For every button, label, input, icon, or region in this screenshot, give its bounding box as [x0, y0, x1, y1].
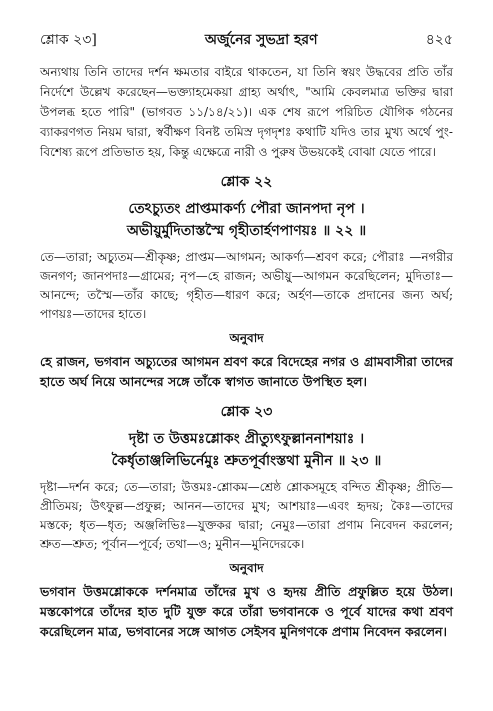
verse-23-line-1: দৃষ্টা ত উত্তমঃশ্লোকং প্রীত্যুৎফুল্লাননাশয়াঃ ।: [128, 431, 365, 447]
verse-23-translation: ভগবান উত্তমশ্লোককে দর্শনমাত্র তাঁদের মুখ ও হৃদয় প্রীতি প্রফুল্লিত হয়ে উঠল। মস্তকোপরে তাঁদের হাত দুটি যুক্ত করে তাঁরা ভগবানকে ও পূর্বে যাদের কথা শ্রবণ করেছিলেন মাত্র, ভগবানের সঙ্গে আগত সেইসব মুনিগণকে প্রণাম নিবেদন করলেন।: [40, 584, 453, 639]
header-page-number: ৪২৫: [425, 32, 453, 48]
verse-23-synonyms: দৃষ্টা—দর্শন করে; তে—তারা; উত্তমঃ-শ্লোকম—শ্রেষ্ঠ শ্লোকসমূহে বন্দিত শ্রীকৃষ্ণ; প্রীতি—প্রীতিময়; উৎফুল্ল—প্রফুল্ল; আনন—তাদের মুখ; আশয়াঃ—এবং হৃদয়; কৈঃ—তাদের মস্তকে; ধৃত—ধৃত; অঞ্জলিভিঃ—যুক্তকর দ্বারা; নেমুঃ—তারা প্রণাম নিবেদন করলেন; শ্রুত—শ্রুত; পূর্বান—পূর্বে; তথা—ও; মুনীন—মুনিদেরকে।: [40, 480, 453, 551]
verse-23-translation-label: অনুবাদ: [229, 561, 264, 575]
header-chapter-title: অর্জুনের সুভদ্রা হরণ: [204, 32, 318, 48]
verse-22-line-2: অভীয়ুর্মুদিতাস্তস্মৈ গৃহীতার্হণপাণয়ঃ ॥ ২২ ॥: [126, 223, 367, 239]
verse-22-translation-label: অনুবাদ: [229, 331, 264, 345]
running-header: [40, 28, 453, 52]
verse-22-line-1: তেঽচ্যুতং প্রাপ্তমাকর্ণ্য পৌরা জানপদা নৃপ ।: [128, 201, 365, 217]
purport-paragraph: অন্যথায় তিনি তাদের দর্শন ক্ষমতার বাইরে থাকতেন, যা তিনি স্বয়ং উদ্ধবের প্রতি তাঁর নির্দেশে উল্লেখ করেছেন—ভক্ত্যাহমেকয়া গ্রাহ্য অর্থাৎ, "আমি কেবলমাত্র ভক্তির দ্বারা উপলব্ধ হতে পারি" (ভাগবত ১১/১৪/২১)। এক শেষ রূপে পরিচিত যৌগিক গঠনের ব্যাকরণগত নিয়ম দ্বারা, স্বর্বীক্ষণ বিনষ্ট তমিস্র দৃগদৃশঃ কথাটি যদিও তার মুখ্য অর্থে পুং-বিশেষ্য রূপে প্রতিভাত হয়, কিন্তু এক্ষেত্রে নারী ও পুরুষ উভয়কেই বোঝা যেতে পারে।: [40, 65, 453, 159]
verse-22-section: [40, 170, 453, 392]
header-verse-ref: শ্লোক ২৩]: [40, 32, 97, 48]
verse-22-translation: হে রাজন, ভগবান অচ্যুতের আগমন শ্রবণ করে বিদেহের নগর ও গ্রামবাসীরা তাদের হাতে অর্ঘ নিয়ে আনন্দের সঙ্গে তাঁকে স্বাগত জানাতে উপস্থিত হল।: [40, 354, 453, 389]
verse-23-heading: শ্লোক ২৩: [220, 404, 273, 420]
verse-23-line-2: কৈর্ধৃতাঞ্জলিভির্নেমুঃ শ্রুতপূর্বাংস্তথা মুনীন ॥ ২৩ ॥: [111, 453, 382, 469]
verse-23-section: [40, 400, 453, 642]
verse-22-heading: শ্লোক ২২: [220, 174, 273, 190]
verse-22-synonyms: তে—তারা; অচ্যুতম—শ্রীকৃষ্ণ; প্রাপ্তম—আগমন; আকর্ণ্য—শ্রবণ করে; পৌরাঃ —নগরীর জনগণ; জানপদাঃ—গ্রামের; নৃপ—হে রাজন; অভীয়ু—আগমন করেছিলেন; মুদিতাঃ—আনন্দে; তস্মৈ—তাঁর কাছে; গৃহীত—ধারণ করে; অর্হণ—তাকে প্রদানের জন্য অর্ঘ; পাণয়ঃ—তাদের হাতে।: [40, 250, 453, 321]
